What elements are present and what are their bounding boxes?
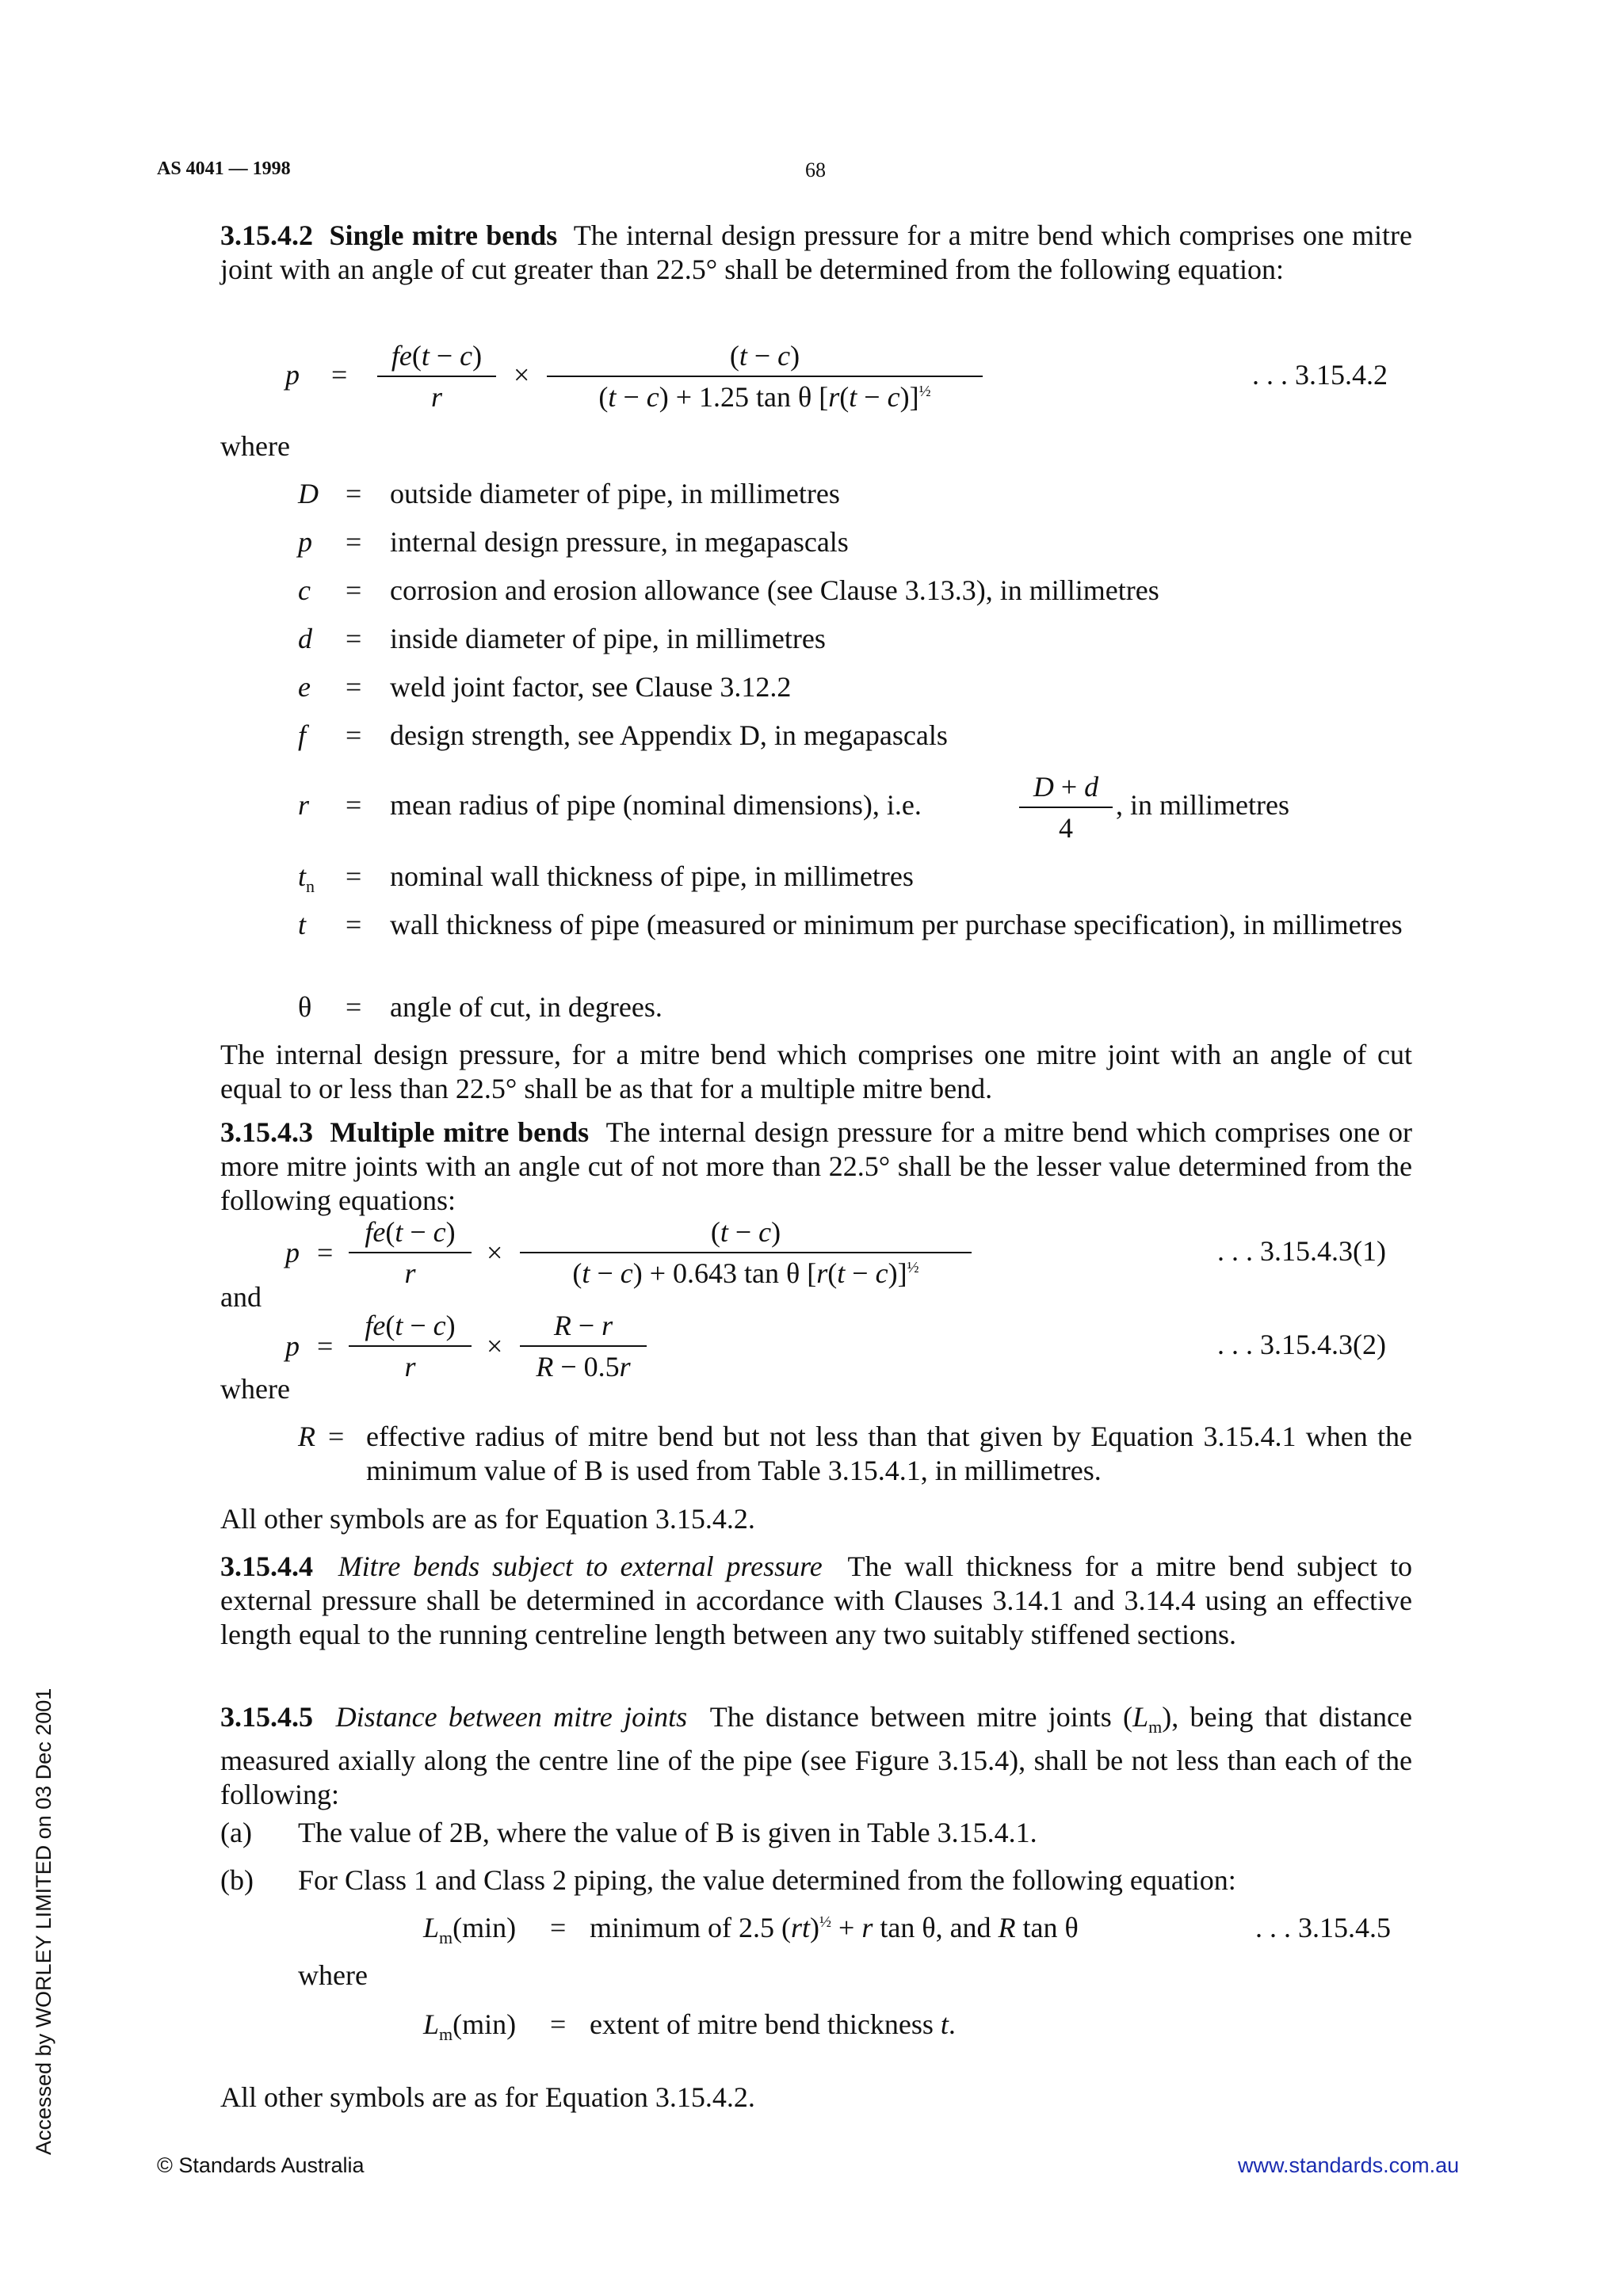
- other-symbols-note: All other symbols are as for Equation 3.15.4.2.: [220, 1503, 755, 1535]
- equation-label: . . . 3.15.4.2: [1252, 359, 1388, 391]
- def-symbol-R: R: [298, 1421, 315, 1452]
- def-symbol: p: [298, 526, 312, 558]
- clause-3-15-4-5: 3.15.4.5 Distance between mitre joints The distance between mitre joints $(L_m)$, being that distance measured axially along the centre line of the pipe (see Figure 3.15.4), shall be not less than each of the following:: [220, 1701, 1413, 1811]
- access-stamp: Accessed by WORLEY LIMITED on 03 Dec 2001: [32, 1688, 55, 2155]
- page-number: 68: [805, 158, 826, 181]
- clause-text: The internal design pressure for a mitre bend which comprises one mitre joint with an angle of cut greater than 22.5° shall be determined from the following equation:: [220, 219, 1413, 285]
- footer-copyright: © Standards Australia: [157, 2153, 365, 2177]
- def-text: internal design pressure, in megapascals: [390, 526, 849, 558]
- clause-number: 3.15.4.3: [220, 1116, 313, 1148]
- equation-label: . . . 3.15.4.3(1): [1217, 1235, 1386, 1267]
- def-symbol: r: [298, 789, 310, 821]
- clause-text: The wall thickness for a mitre bend subject to external pressure shall be determined in accordance with Clauses 3.14.1 and 3.14.4 using an effective length equal to the running centreline length between any two suitably stiffened sections.: [220, 1550, 1413, 1650]
- def-symbol: θ: [298, 991, 312, 1023]
- clause-title: Mitre bends subject to external pressure: [338, 1550, 823, 1582]
- clause-number: 3.15.4.2: [220, 219, 313, 251]
- def-symbol: d: [298, 623, 312, 654]
- clause-title: Multiple mitre bends: [330, 1116, 590, 1148]
- def-symbol: f: [298, 719, 307, 751]
- doc-id: AS 4041 — 1998: [157, 158, 291, 179]
- def-text: inside diameter of pipe, in millimetres: [390, 623, 826, 654]
- def-symbol: $t_n$: [298, 860, 315, 897]
- fraction-D-plus-d-over-4: $\frac{D + d}{4}$: [1019, 770, 1113, 845]
- def-symbol: e: [298, 671, 311, 703]
- other-symbols-note: All other symbols are as for Equation 3.15.4.2.: [220, 2081, 755, 2113]
- def-text: nominal wall thickness of pipe, in millimetres: [390, 860, 914, 892]
- where-label: where: [220, 1373, 290, 1405]
- clause-title: Single mitre bends: [329, 219, 558, 251]
- def-text: corrosion and erosion allowance (see Clause 3.13.3), in millimetres: [390, 574, 1159, 606]
- def-text: weld joint factor, see Clause 3.12.2: [390, 671, 792, 703]
- where-label: where: [220, 430, 290, 462]
- equation-label: . . . 3.15.4.3(2): [1217, 1329, 1386, 1360]
- clause-number: 3.15.4.5: [220, 1701, 313, 1733]
- clause-title: Distance between mitre joints: [335, 1701, 688, 1733]
- where-label: where: [298, 1959, 368, 1991]
- equation-label: . . . 3.15.4.5: [1255, 1912, 1391, 1943]
- def-text: design strength, see Appendix D, in megapascals: [390, 719, 948, 751]
- def-text: outside diameter of pipe, in millimetres: [390, 478, 840, 509]
- clause-text: The internal design pressure for a mitre bend which comprises one or more mitre joints with an angle cut of not more than 22.5° shall be the lesser value determined from the following equations:: [220, 1116, 1413, 1216]
- closing-paragraph: The internal design pressure, for a mitre bend which comprises one mitre joint with an angle of cut equal to or less than 22.5° shall be as that for a multiple mitre bend.: [220, 1039, 1412, 1104]
- clause-3-15-4-4: [220, 1550, 1412, 1652]
- def-symbol: D: [298, 478, 319, 509]
- clause-3-15-4-3: [220, 1116, 1412, 1218]
- def-text: wall thickness of pipe (measured or minimum per purchase specification), in millimetres: [390, 909, 1403, 940]
- footer-url-link[interactable]: www.standards.com.au: [1238, 2153, 1460, 2177]
- and-label: and: [220, 1281, 262, 1313]
- def-text-R: effective radius of mitre bend but not less than that given by Equation 3.15.4.1 when the minimum value of B is used from Table 3.15.4.1, in millimetres.: [366, 1421, 1412, 1486]
- clause-number: 3.15.4.4: [220, 1550, 313, 1582]
- clause-3-15-4-2: [220, 219, 1412, 287]
- def-symbol: c: [298, 574, 311, 606]
- def-text: angle of cut, in degrees.: [390, 991, 663, 1023]
- def-text: mean radius of pipe (nominal dimensions), i.e.: [390, 789, 922, 821]
- def-symbol: t: [298, 909, 307, 940]
- def-text-after: , in millimetres: [1116, 789, 1289, 821]
